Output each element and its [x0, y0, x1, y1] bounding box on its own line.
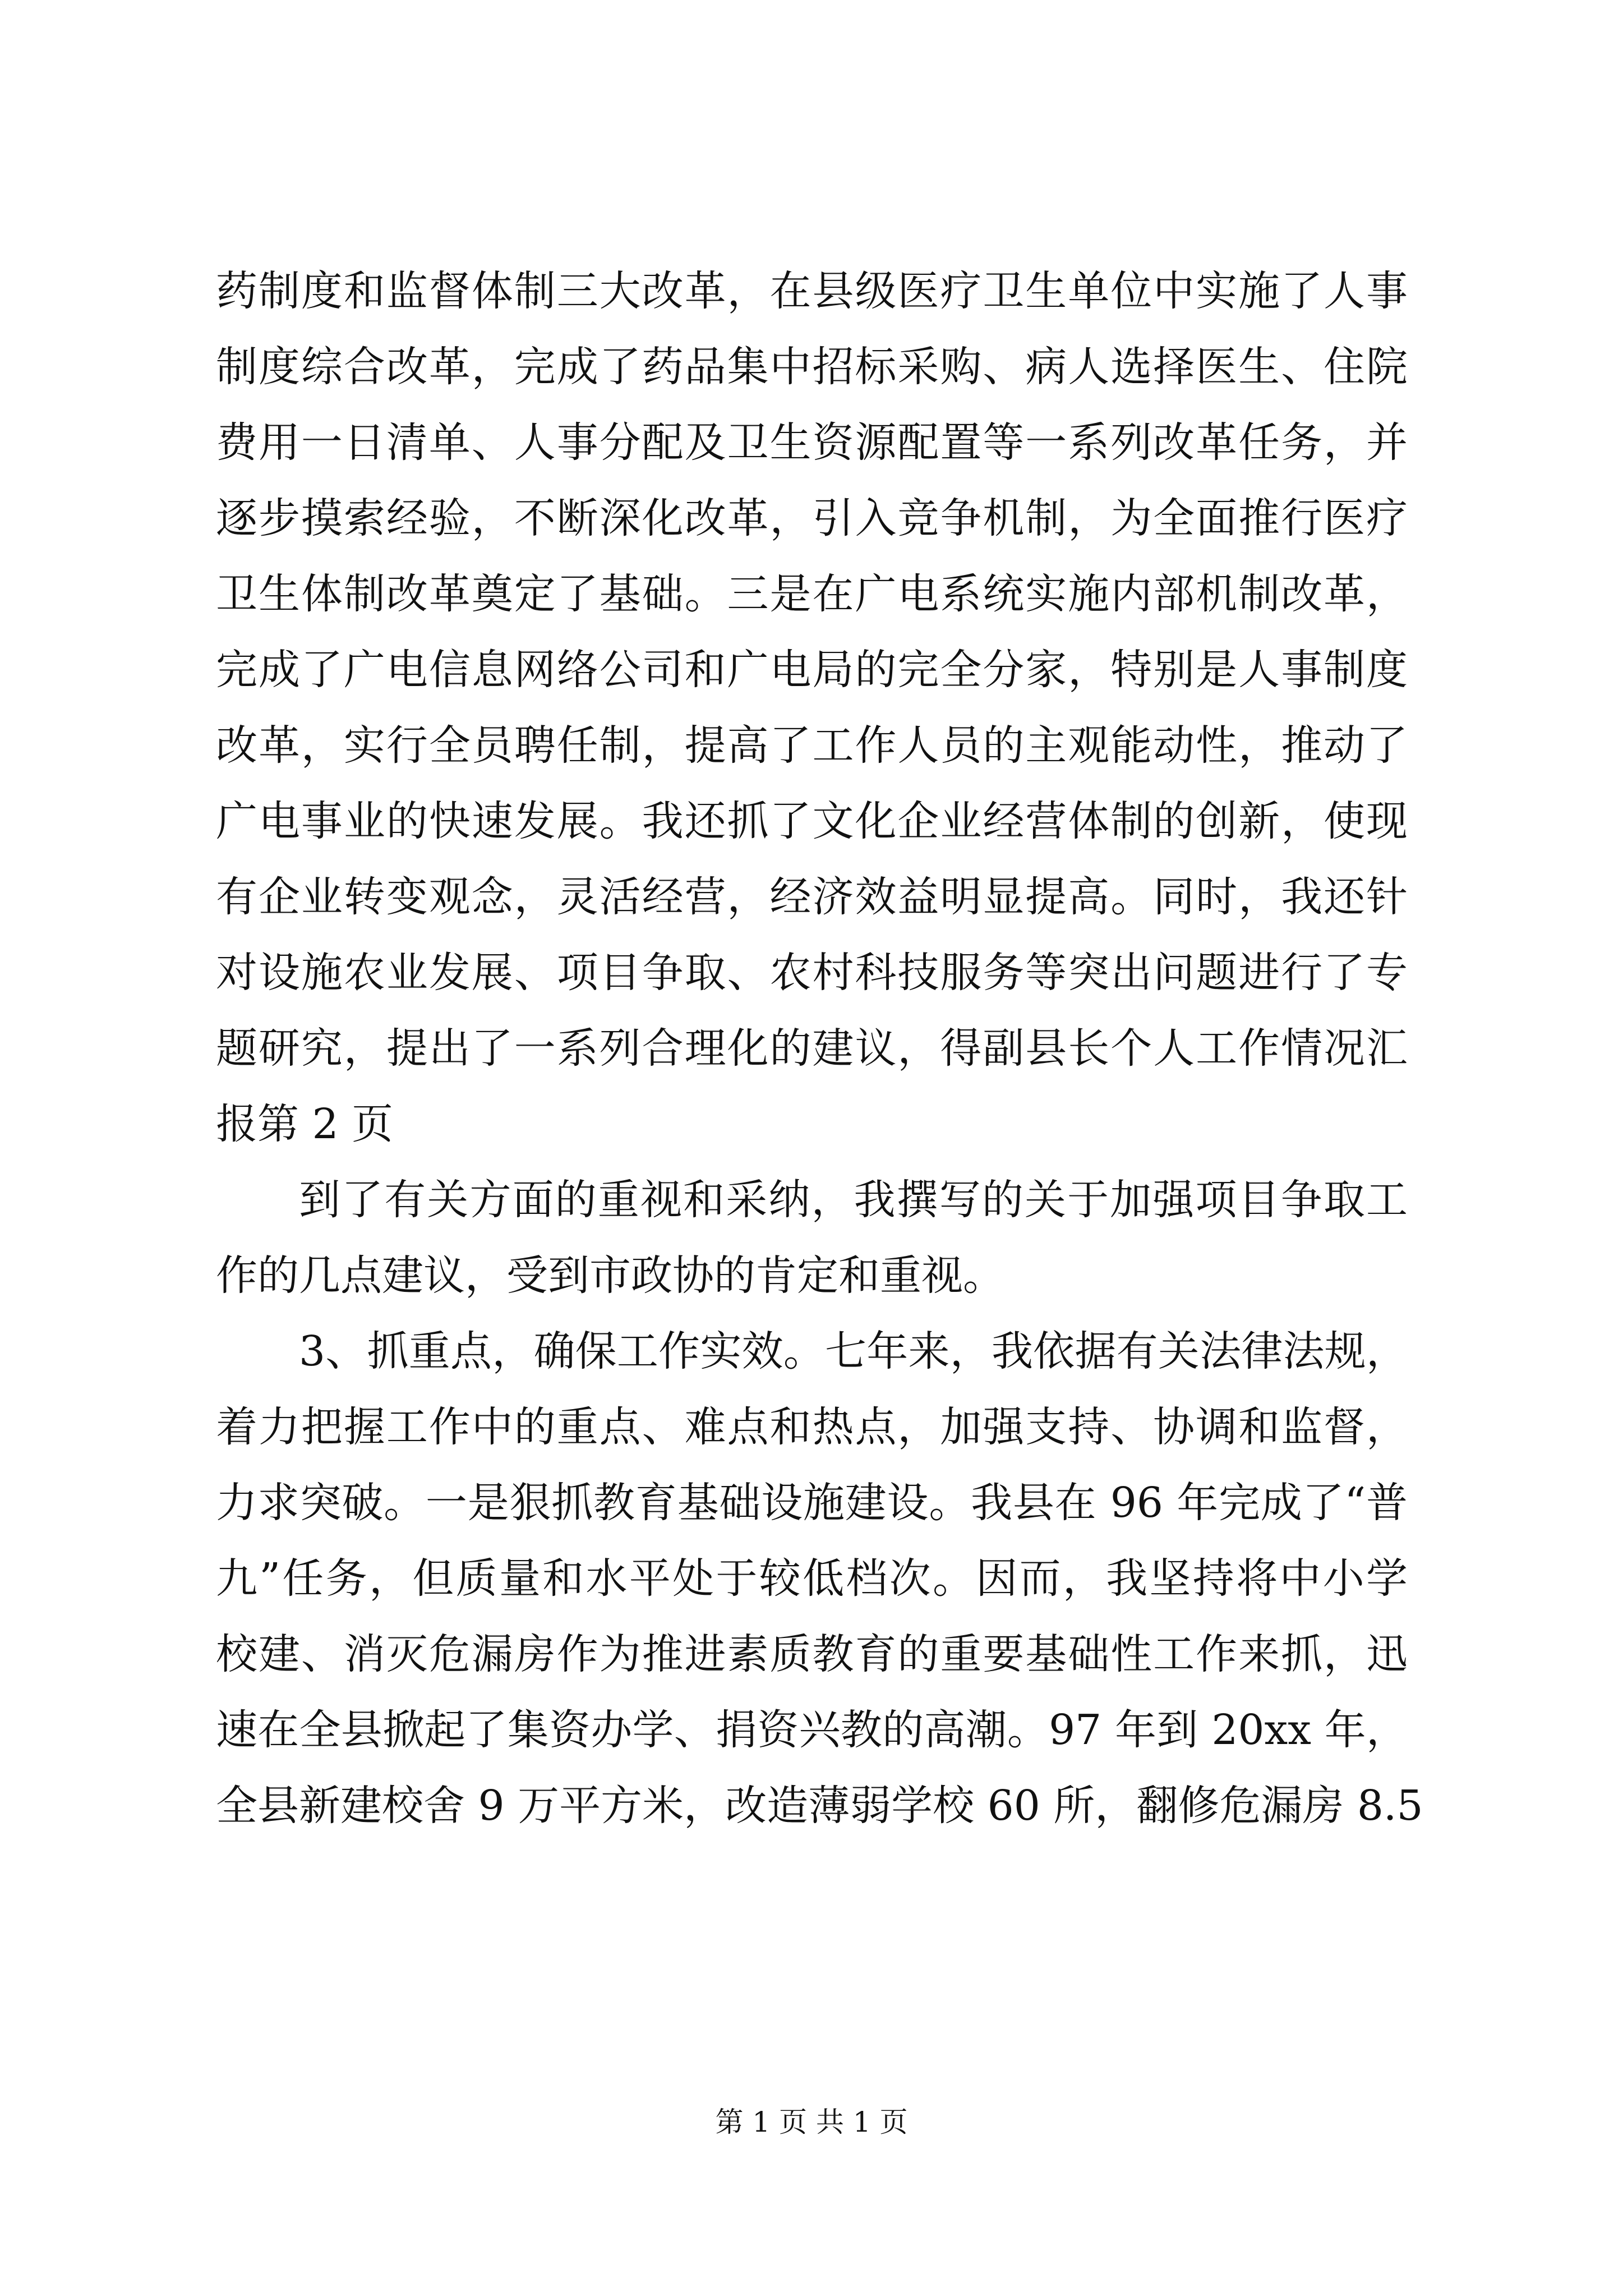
- text-line: 有企业转变观念，灵活经营，经济效益明显提高。同时，我还针: [216, 873, 1408, 921]
- text-line: 题研究，提出了一系列合理化的建议，得副县长个人工作情况汇: [216, 1024, 1408, 1073]
- text-line: 对设施农业发展、项目争取、农村科技服务等突出问题进行了专: [216, 949, 1408, 997]
- text-line: 3、抓重点，确保工作实效。七年来，我依据有关法律法规，: [299, 1327, 1408, 1375]
- text-line: 药制度和监督体制三大改革，在县级医疗卫生单位中实施了人事: [216, 267, 1408, 315]
- text-line: 速在全县掀起了集资办学、捐资兴教的高潮。97 年到 20xx 年，: [216, 1706, 1408, 1754]
- text-line: 逐步摸索经验，不断深化改革，引入竞争机制，为全面推行医疗: [216, 494, 1408, 542]
- body-text: [216, 254, 1423, 1844]
- text-line: 作的几点建议，受到市政协的肯定和重视。: [216, 1251, 1004, 1300]
- text-line: 着力把握工作中的重点、难点和热点，加强支持、协调和监督，: [216, 1403, 1408, 1451]
- page-footer: 第 1 页 共 1 页: [715, 2106, 908, 2138]
- text-line: 到了有关方面的重视和采纳，我撰写的关于加强项目争取工: [299, 1176, 1408, 1224]
- text-line: 九”任务，但质量和水平处于较低档次。因而，我坚持将中小学: [216, 1554, 1408, 1603]
- text-line: 广电事业的快速发展。我还抓了文化企业经营体制的创新，使现: [216, 797, 1408, 845]
- text-line: 卫生体制改革奠定了基础。三是在广电系统实施内部机制改革，: [216, 570, 1408, 618]
- text-line: 力求突破。一是狠抓教育基础设施建设。我县在 96 年完成了“普: [216, 1479, 1408, 1527]
- text-line: 改革，实行全员聘任制，提高了工作人员的主观能动性，推动了: [216, 721, 1408, 770]
- text-line: 费用一日清单、人事分配及卫生资源配置等一系列改革任务，并: [216, 418, 1408, 467]
- text-line: 完成了广电信息网络公司和广电局的完全分家，特别是人事制度: [216, 646, 1408, 694]
- text-line: 校建、消灭危漏房作为推进素质教育的重要基础性工作来抓，迅: [216, 1630, 1408, 1678]
- text-line: 全县新建校舍 9 万平方米，改造薄弱学校 60 所，翻修危漏房 8.5: [216, 1782, 1423, 1830]
- text-line: 制度综合改革，完成了药品集中招标采购、病人选择医生、住院: [216, 343, 1408, 391]
- text-line: 报第 2 页: [216, 1100, 394, 1148]
